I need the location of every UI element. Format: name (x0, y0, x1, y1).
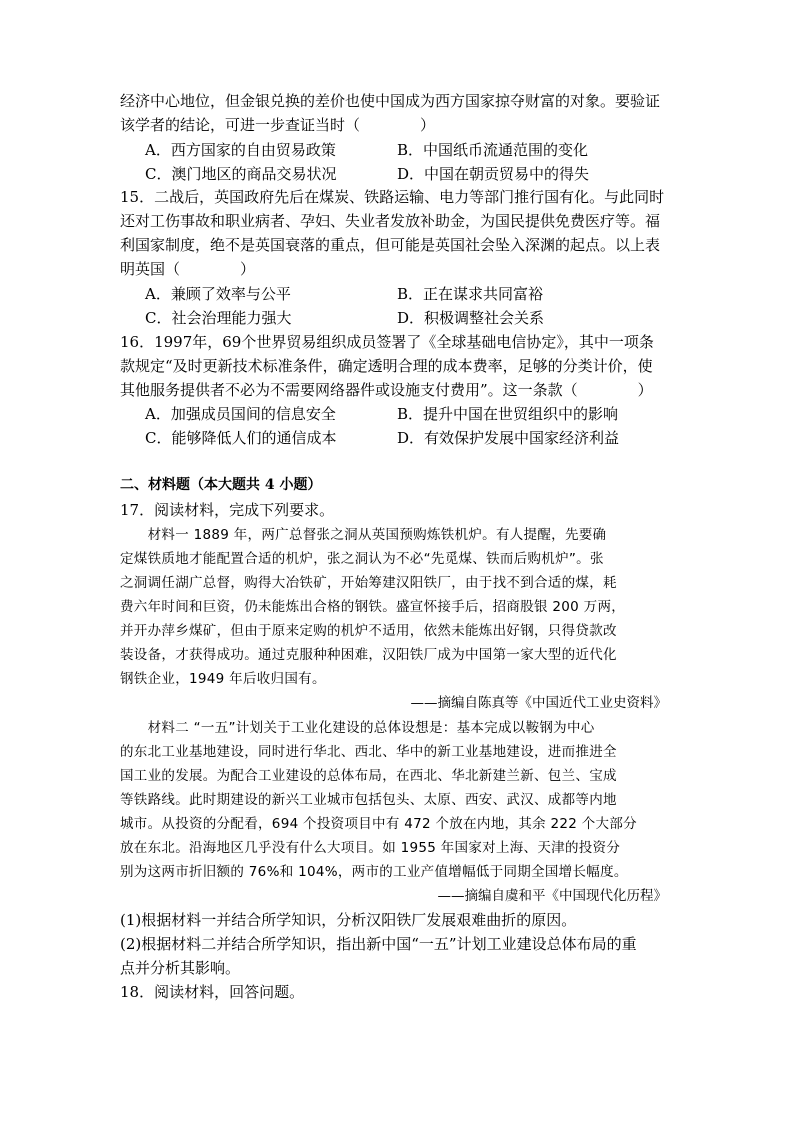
q17-material-2-line: 城市。从投资的分配看，694 个投资项目中有 472 个放在内地，其余 222 个大部分 (120, 816, 637, 832)
q17-material-2-line: 等铁路线。此时期建设的新兴工业城市包括包头、太原、西安、武汉、成都等内地 (120, 792, 617, 808)
q17-material-1-source: ——摘编自陈真等《中国近代工业史资料》 (410, 695, 667, 711)
q14-option-b[interactable]: B．中国纸币流通范围的变化 (397, 141, 589, 159)
q15-stem-line-2: 还对工伤事故和职业病者、孕妇、失业者发放补助金，为国民提供免费医疗等。福 (120, 212, 661, 230)
q14-option-c[interactable]: C．澳门地区的商品交易状况 (145, 165, 337, 183)
q17-intro: 17．阅读材料，完成下列要求。 (120, 501, 335, 519)
q17-material-1-line: 材料一 1889 年，两广总督张之洞从英国预购炼铁机炉。有人提醒，先要确 (120, 527, 607, 543)
q15-option-c[interactable]: C．社会治理能力强大 (145, 309, 292, 327)
q17-question-1: (1)根据材料一并结合所学知识，分析汉阳铁厂发展艰难曲折的原因。 (120, 911, 577, 929)
q17-material-2-source: ——摘编自虞和平《中国现代化历程》 (437, 888, 667, 904)
q17-material-1-line: 装设备，才获得成功。通过克服种种困难，汉阳铁厂成为中国第一家大型的近代化 (120, 647, 617, 663)
q17-material-1-line: 定煤铁质地才能配置合适的机炉，张之洞认为不必“先觅煤、铁而后购机炉”。张 (120, 551, 604, 567)
q15-option-a[interactable]: A．兼顾了效率与公平 (145, 285, 291, 303)
q17-question-2-cont: 点并分析其影响。 (120, 959, 241, 977)
q17-material-2-line: 别为这两市折旧额的 76%和 104%，两市的工业产值增幅低于同期全国增长幅度。 (120, 864, 628, 880)
q17-material-2-line: 材料二 “一五”计划关于工业化建设的总体设想是：基本完成以鞍钢为中心 (120, 720, 595, 736)
q17-material-1-line: 费六年时间和巨资，仍未能炼出合格的钢铁。盛宣怀接手后，招商股银 200 万两， (120, 599, 626, 615)
q15-stem-line-4: 明英国（ ） (120, 260, 256, 278)
q14-stem-line-2: 该学者的结论，可进一步查证当时（ ） (120, 116, 436, 134)
q14-option-a[interactable]: A．西方国家的自由贸易政策 (145, 141, 336, 159)
q16-option-b[interactable]: B．提升中国在世贸组织中的影响 (397, 405, 619, 423)
q17-material-2-line: 放在东北。沿海地区几乎没有什么大项目。如 1955 年国家对上海、天津的投资分 (120, 840, 621, 856)
q16-stem-line-1: 16．1997年，69个世界贸易组织成员签署了《全球基础电信协定》，其中一项条 (120, 333, 654, 351)
q16-option-a[interactable]: A．加强成员国间的信息安全 (145, 405, 336, 423)
q15-option-b[interactable]: B．正在谋求共同富裕 (397, 285, 544, 303)
q16-option-d[interactable]: D．有效保护发展中国家经济利益 (397, 429, 620, 447)
q18-intro: 18．阅读材料，回答问题。 (120, 983, 305, 1001)
q17-material-1-line: 并开办萍乡煤矿，但由于原来定购的机炉不适用，依然未能炼出好钢，只得贷款改 (120, 623, 617, 639)
q16-stem-line-2: 款规定“及时更新技术标准条件，确定透明合理的成本费率，足够的分类计价，使 (120, 357, 653, 375)
q17-question-2: (2)根据材料二并结合所学知识，指出新中国“一五”计划工业建设总体布局的重 (120, 935, 637, 953)
q16-stem-line-3: 其他服务提供者不必为不需要网络器件或设施支付费用”。这一条款（ ） (120, 381, 653, 399)
q14-option-d[interactable]: D．中国在朝贡贸易中的得失 (397, 165, 590, 183)
section-heading: 二、材料题（本大题共 4 小题） (120, 477, 322, 493)
q17-material-1-line: 钢铁企业，1949 年后收归国有。 (120, 671, 326, 687)
q15-stem-line-1: 15．二战后，英国政府先后在煤炭、铁路运输、电力等部门推行国有化。与此同时 (120, 188, 665, 206)
q16-option-c[interactable]: C．能够降低人们的通信成本 (145, 429, 337, 447)
q15-option-d[interactable]: D．积极调整社会关系 (397, 309, 545, 327)
q15-stem-line-3: 利国家制度，绝不是英国衰落的重点，但可能是英国社会坠入深渊的起点。以上表 (120, 236, 661, 254)
q17-material-2-line: 的东北工业基地建设，同时进行华北、西北、华中的新工业基地建设，进而推进全 (120, 744, 617, 760)
q17-material-2-line: 国工业的发展。为配合工业建设的总体布局，在西北、华北新建兰新、包兰、宝成 (120, 768, 617, 784)
q14-stem-line-1: 经济中心地位，但金银兑换的差价也使中国成为西方国家掠夺财富的对象。要验证 (120, 92, 661, 110)
q17-material-1-line: 之洞调任湖广总督，购得大冶铁矿，开始筹建汉阳铁厂，由于找不到合适的煤，耗 (120, 575, 617, 591)
